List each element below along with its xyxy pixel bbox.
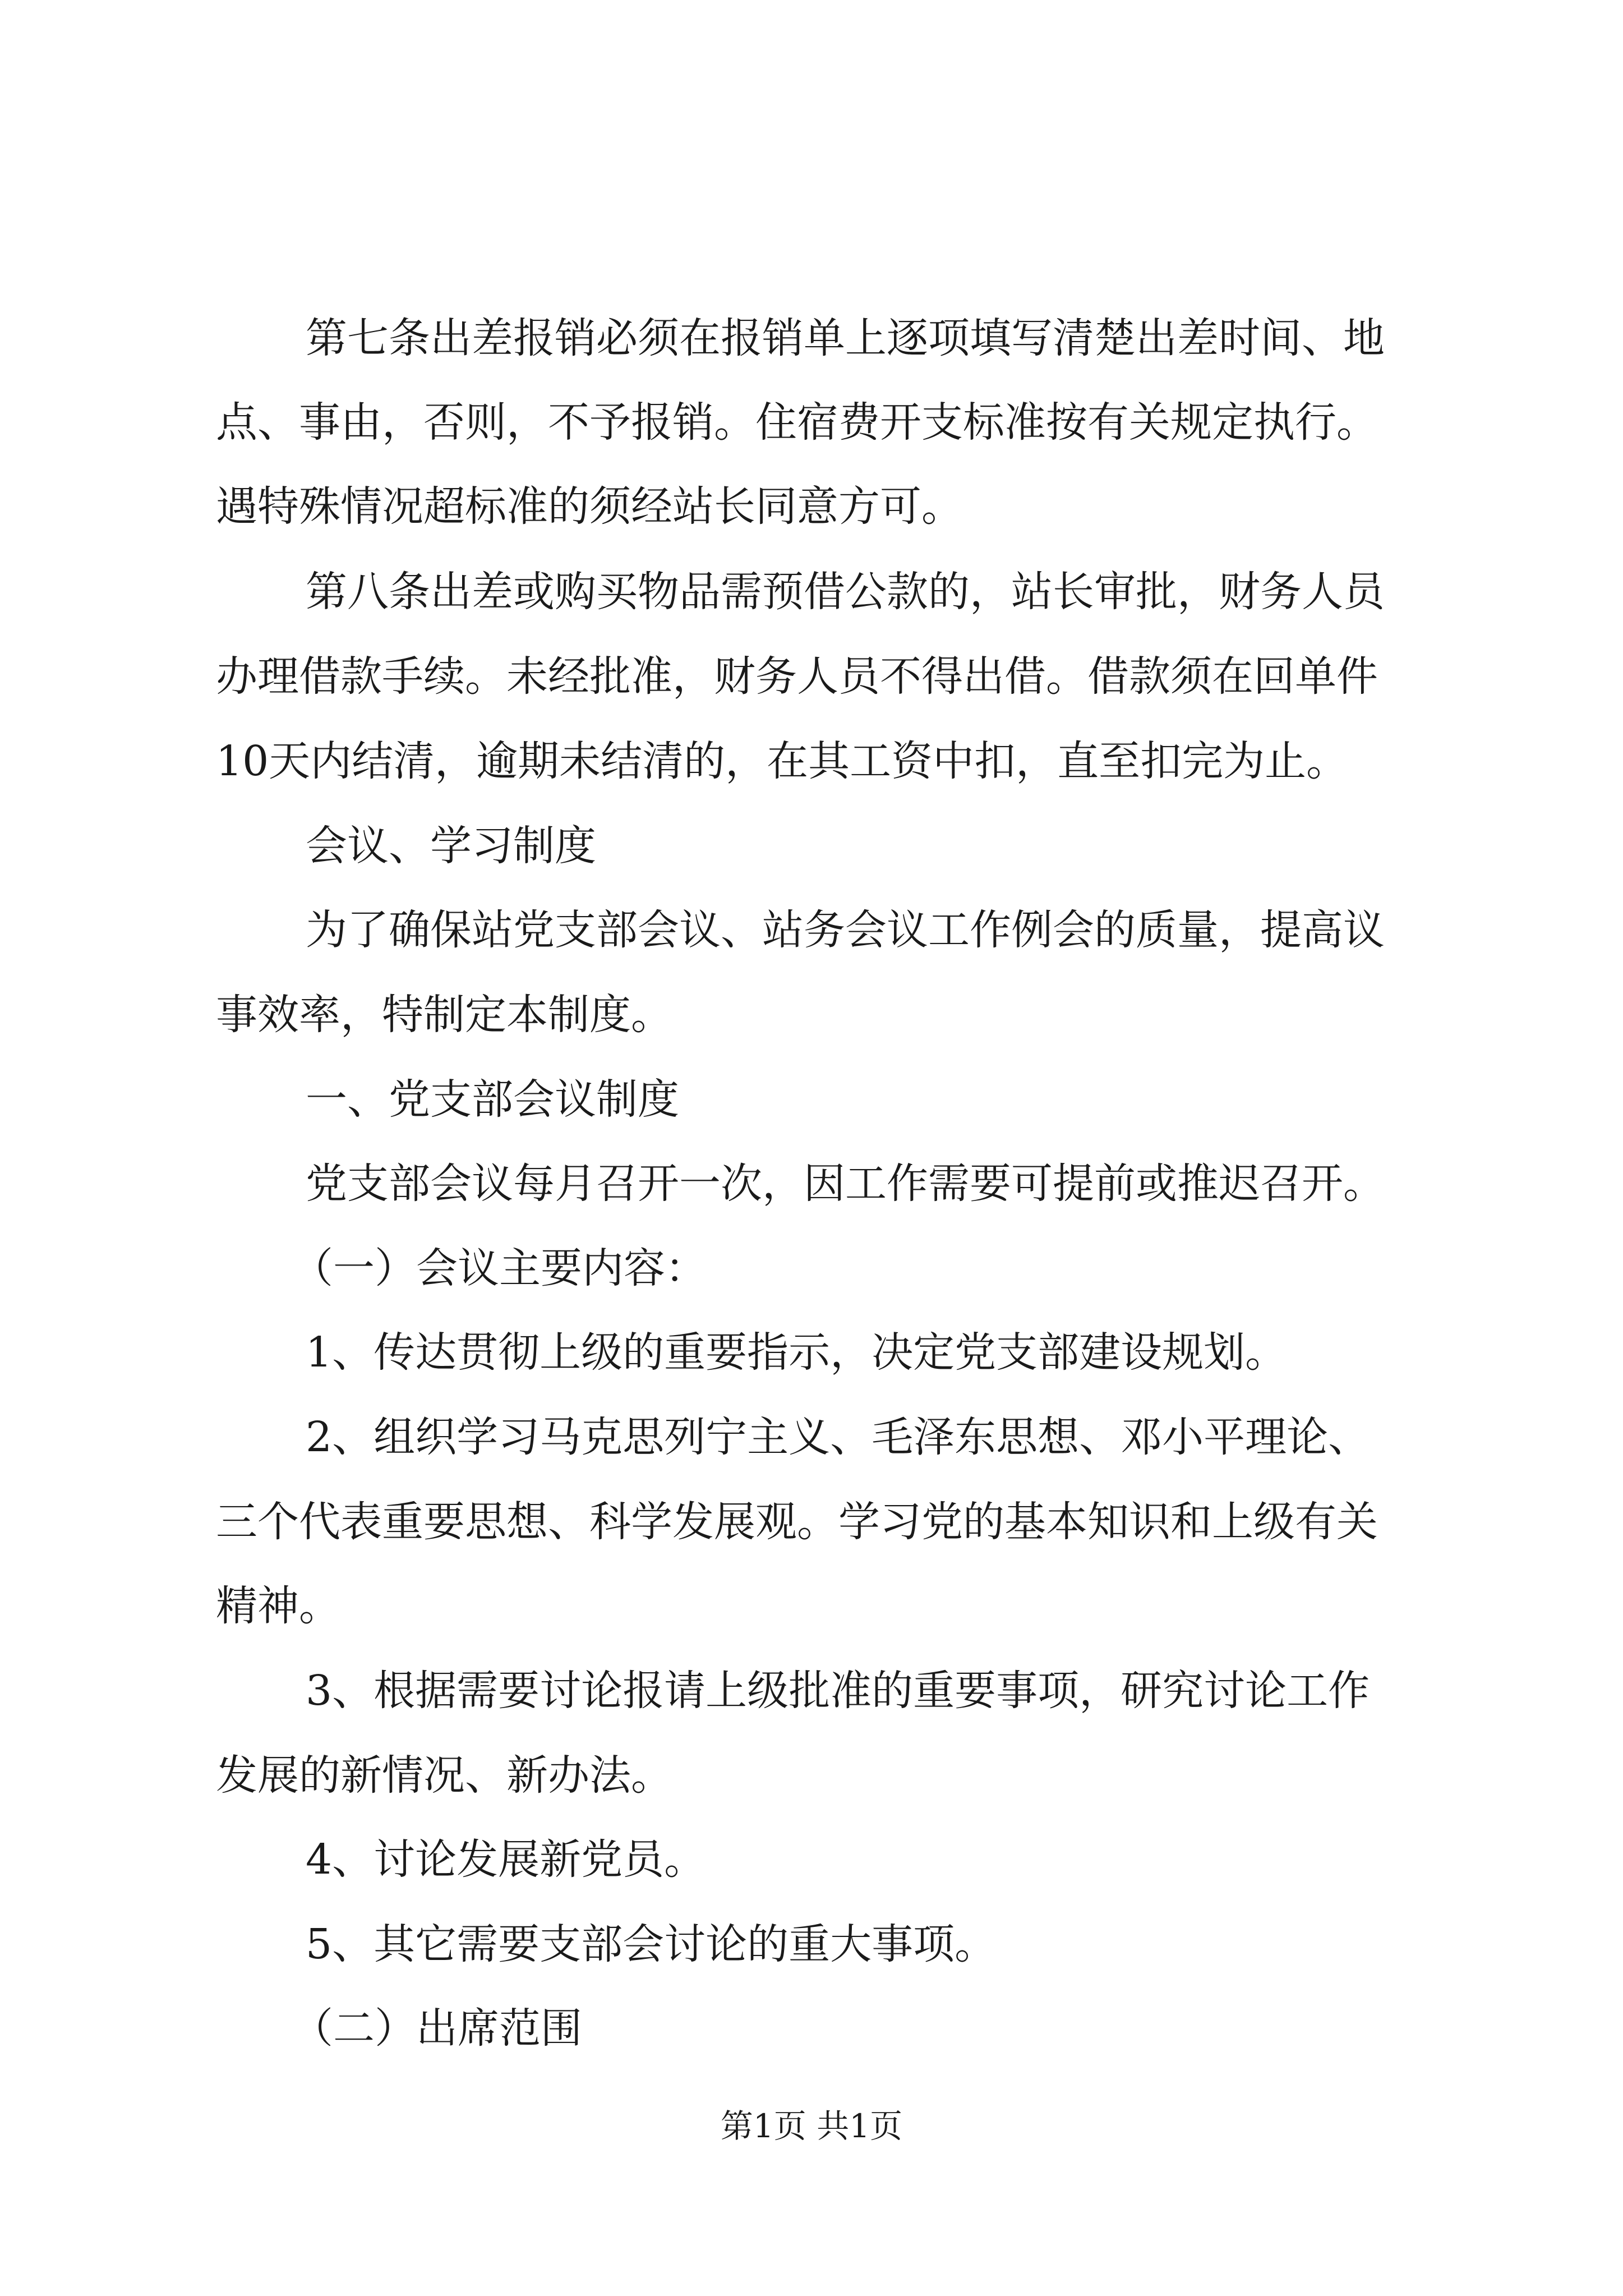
body-text-line: 党支部会议每月召开一次，因工作需要可提前或推迟召开。 [306,1159,1385,1208]
list-item: 1、传达贯彻上级的重要指示，决定党支部建设规划。 [306,1328,1287,1377]
body-text-line: 第八条出差或购买物品需预借公款的，站长审批，财务人员 [306,568,1385,616]
body-text-line: 遇特殊情况超标准的须经站长同意方可。 [216,482,963,531]
body-text-line: 为了确保站党支部会议、站务会议工作例会的质量，提高议 [306,906,1385,954]
body-text-line: 10天内结清，逾期未结清的，在其工资中扣，直至扣完为止。 [216,737,1348,785]
body-text-line: 办理借款手续。未经批准，财务人员不得出借。借款须在回单件 [216,652,1378,701]
body-text-line: 点、事由，否则，不予报销。住宿费开支标准按有关规定执行。 [216,398,1378,447]
list-item: 2、组织学习马克思列宁主义、毛泽东思想、邓小平理论、 [306,1413,1370,1461]
page-footer: 第1页 共1页 [720,2107,903,2145]
list-item: 3、根据需要讨论报请上级批准的重要事项，研究讨论工作 [306,1667,1370,1715]
subsection-heading: （一）会议主要内容： [292,1244,707,1292]
body-text-line: 三个代表重要思想、科学发展观。学习党的基本知识和上级有关 [216,1498,1378,1546]
body-text-line: 精神。 [216,1582,340,1630]
subsection-heading: （二）出席范围 [292,2004,582,2053]
body-text-line: 发展的新情况、新办法。 [216,1751,672,1800]
list-item: 5、其它需要支部会讨论的重大事项。 [306,1920,997,1968]
body-text-line: 事效率，特制定本制度。 [216,991,672,1039]
list-item: 4、讨论发展新党员。 [306,1835,706,1884]
body-text-line: 第七条出差报销必须在报销单上逐项填写清楚出差时间、地 [306,314,1385,362]
section-heading: 一、党支部会议制度 [306,1075,679,1124]
section-heading: 会议、学习制度 [306,822,596,870]
